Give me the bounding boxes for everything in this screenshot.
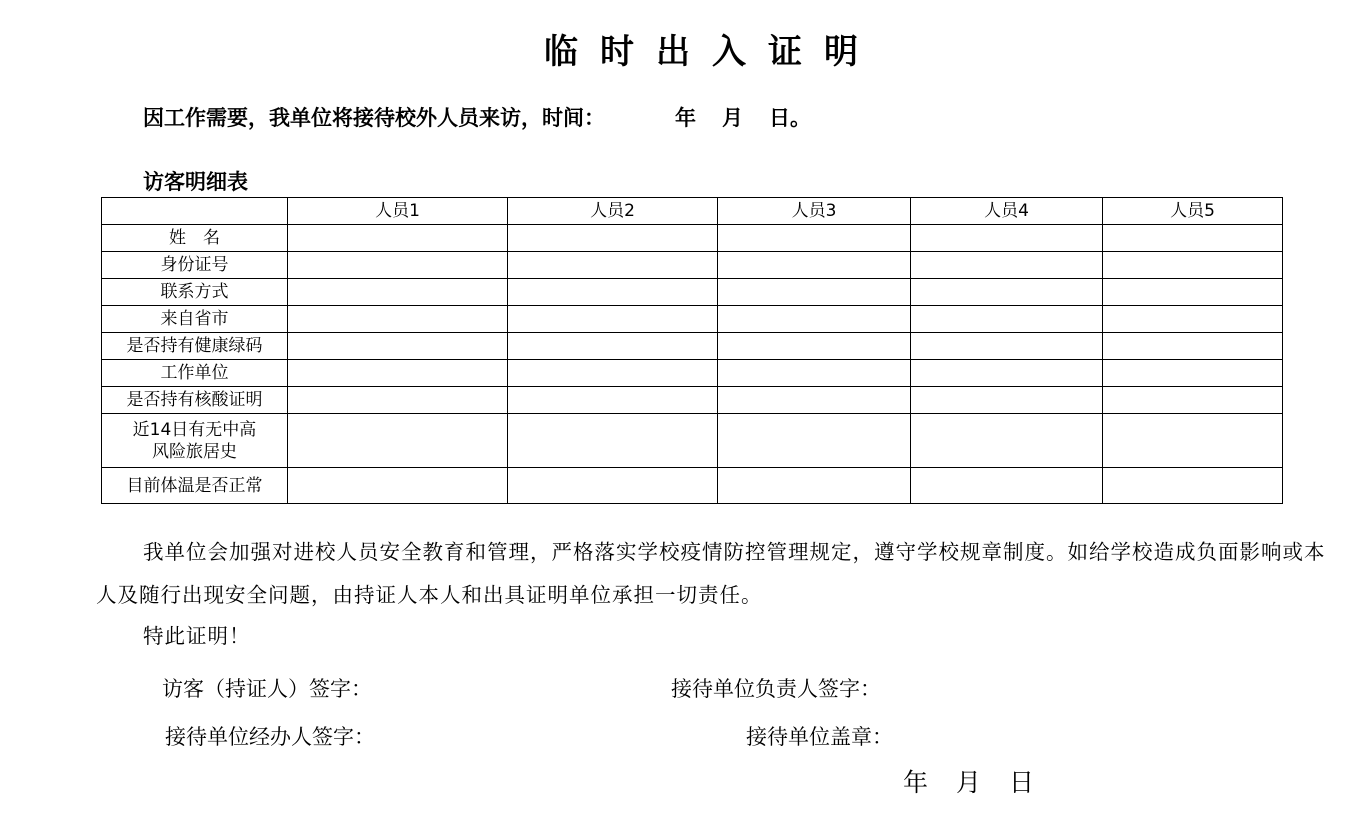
table-row [102, 225, 1283, 252]
table-row [102, 387, 1283, 414]
table-cell[interactable] [1103, 225, 1283, 252]
table-row [102, 252, 1283, 279]
intro-day: 日。 [769, 105, 811, 130]
table-cell[interactable] [718, 468, 911, 504]
row-label-origin: 来自省市 [102, 306, 288, 333]
document-title: 临时出入证明 [544, 32, 880, 72]
table-cell[interactable] [508, 387, 718, 414]
table-row [102, 414, 1283, 468]
closing-statement: 特此证明！ [143, 624, 251, 648]
unit-seal-label: 接待单位盖章： [746, 725, 893, 749]
table-cell[interactable] [508, 306, 718, 333]
table-cell[interactable] [911, 225, 1103, 252]
table-cell[interactable] [718, 414, 911, 468]
row-label-contact: 联系方式 [102, 279, 288, 306]
table-row [102, 333, 1283, 360]
date-month: 月 [956, 768, 982, 797]
table-cell[interactable] [508, 279, 718, 306]
table-cell[interactable] [911, 252, 1103, 279]
intro-line [143, 102, 811, 132]
table-cell[interactable] [508, 468, 718, 504]
header-person-2: 人员2 [508, 198, 718, 225]
table-cell[interactable] [1103, 306, 1283, 333]
row-label-travel-line2: 风险旅居史 [152, 441, 237, 462]
table-cell[interactable] [911, 468, 1103, 504]
unit-head-signature-label: 接待单位负责人签字： [671, 677, 881, 701]
table-cell[interactable] [508, 225, 718, 252]
table-cell[interactable] [288, 252, 508, 279]
table-cell[interactable] [288, 225, 508, 252]
intro-year: 年 [675, 105, 696, 130]
signature-date [903, 763, 1034, 799]
commitment-paragraph: 我单位会加强对进校人员安全教育和管理，严格落实学校疫情防控管理规定，遵守学校规章制度。如给学校造成负面影响或本人及随行出现安全问题，由持证人本人和出具证明单位承担一切责任。 [96, 540, 1326, 607]
table-cell[interactable] [718, 279, 911, 306]
row-label-employer: 工作单位 [102, 360, 288, 387]
table-caption: 访客明细表 [143, 169, 248, 194]
table-cell[interactable] [288, 414, 508, 468]
table-cell[interactable] [718, 306, 911, 333]
table-cell[interactable] [288, 279, 508, 306]
table-cell[interactable] [288, 387, 508, 414]
table-cell[interactable] [718, 387, 911, 414]
table-row [102, 306, 1283, 333]
table-cell[interactable] [1103, 279, 1283, 306]
header-person-5: 人员5 [1103, 198, 1283, 225]
table-cell[interactable] [718, 333, 911, 360]
table-cell[interactable] [508, 360, 718, 387]
header-person-3: 人员3 [718, 198, 911, 225]
table-cell[interactable] [1103, 252, 1283, 279]
header-person-1: 人员1 [288, 198, 508, 225]
intro-month: 月 [722, 105, 743, 130]
table-cell[interactable] [911, 279, 1103, 306]
table-cell[interactable] [288, 306, 508, 333]
table-cell[interactable] [1103, 468, 1283, 504]
visitor-signature-label: 访客（持证人）签字： [162, 677, 372, 701]
table-header-row [102, 198, 1283, 225]
table-cell[interactable] [718, 360, 911, 387]
table-cell[interactable] [1103, 414, 1283, 468]
table-cell[interactable] [508, 252, 718, 279]
row-label-health-code: 是否持有健康绿码 [102, 333, 288, 360]
row-label-travel-line1: 近14日有无中高 [132, 419, 257, 440]
table-cell[interactable] [911, 414, 1103, 468]
table-cell[interactable] [911, 306, 1103, 333]
header-corner [102, 198, 288, 225]
row-label-travel-history [102, 414, 288, 468]
table-cell[interactable] [508, 414, 718, 468]
table-cell[interactable] [911, 387, 1103, 414]
table-cell[interactable] [1103, 333, 1283, 360]
table-cell[interactable] [718, 225, 911, 252]
row-label-nucleic-test: 是否持有核酸证明 [102, 387, 288, 414]
table-cell[interactable] [911, 360, 1103, 387]
table-cell[interactable] [288, 360, 508, 387]
table-cell[interactable] [508, 333, 718, 360]
row-label-id-number: 身份证号 [102, 252, 288, 279]
table-cell[interactable] [718, 252, 911, 279]
visitor-table [101, 197, 1283, 504]
table-row [102, 468, 1283, 504]
table-row [102, 279, 1283, 306]
table-row [102, 360, 1283, 387]
table-cell[interactable] [1103, 360, 1283, 387]
intro-text: 因工作需要，我单位将接待校外人员来访，时间： [143, 105, 605, 130]
table-cell[interactable] [288, 468, 508, 504]
table-cell[interactable] [911, 333, 1103, 360]
row-label-temperature: 目前体温是否正常 [102, 468, 288, 504]
table-cell[interactable] [1103, 387, 1283, 414]
date-year: 年 [903, 768, 929, 797]
row-label-name: 姓 名 [102, 225, 288, 252]
table-cell[interactable] [288, 333, 508, 360]
header-person-4: 人员4 [911, 198, 1103, 225]
handler-signature-label: 接待单位经办人签字： [165, 725, 375, 749]
date-day: 日 [1009, 768, 1035, 797]
